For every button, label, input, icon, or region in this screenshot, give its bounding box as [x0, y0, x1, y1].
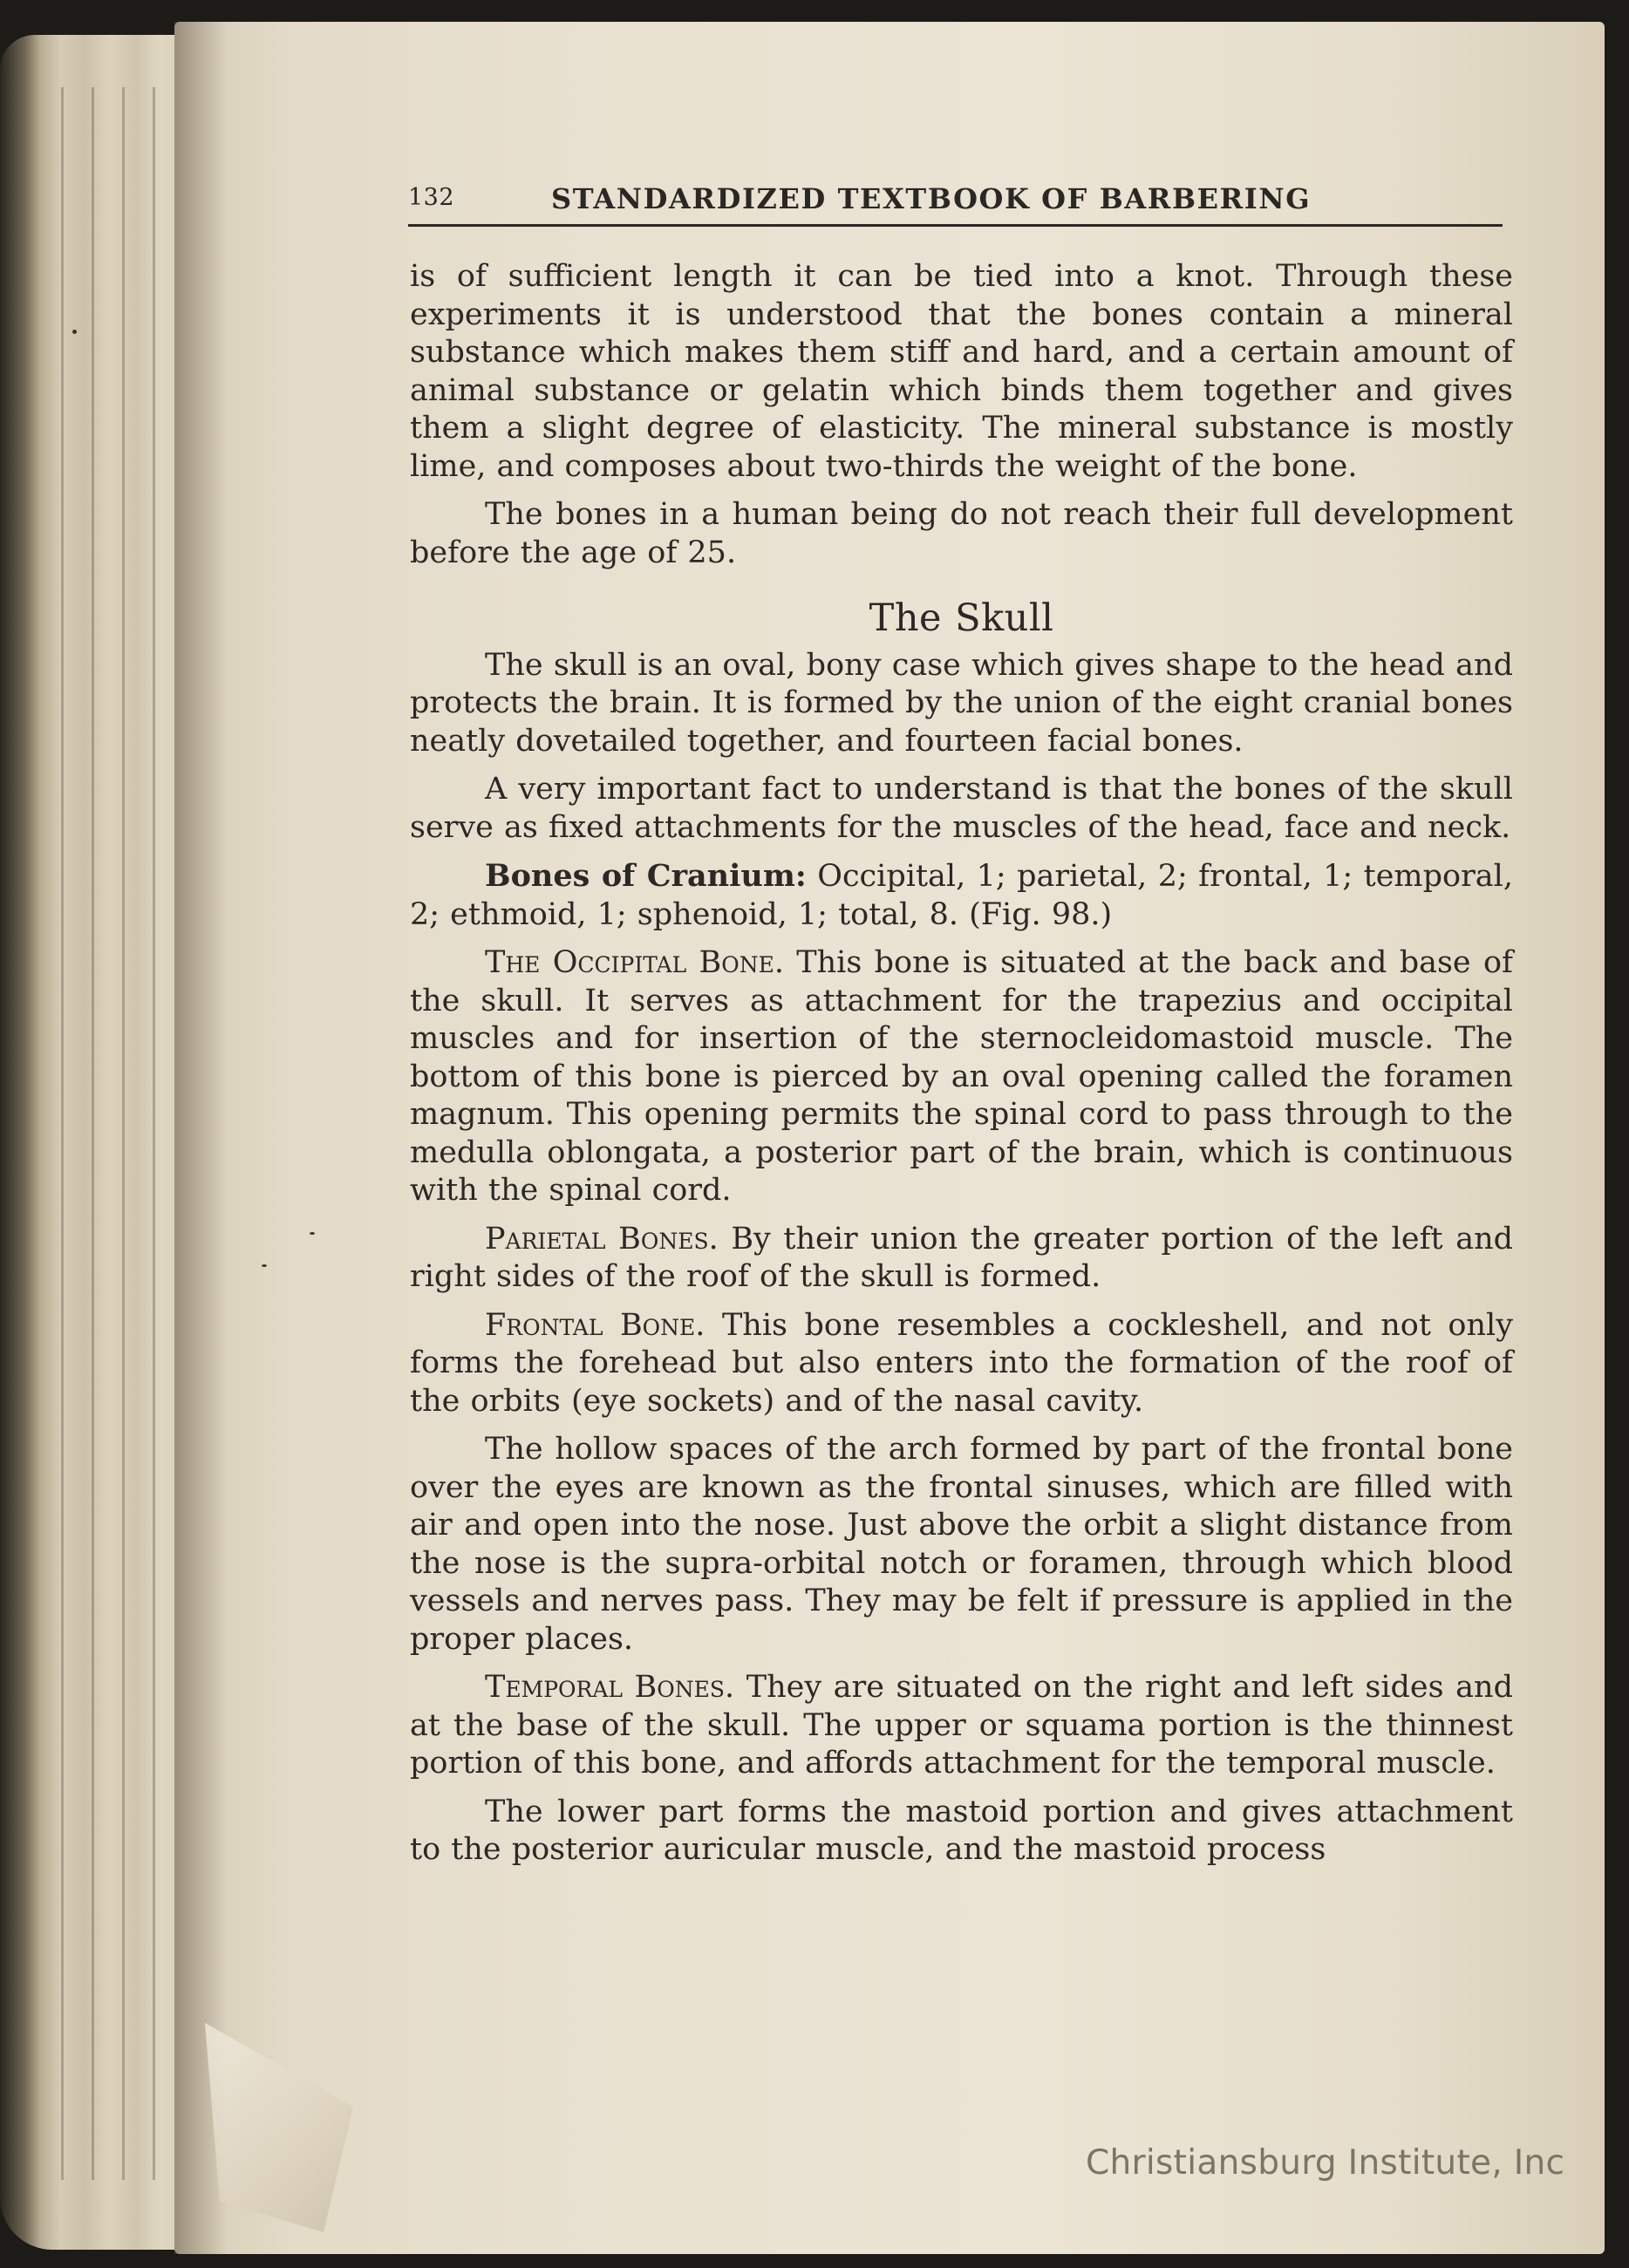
paragraph-muscle-attachments: A very important fact to understand is that the bones of the skull serve as fixed attachments for the muscles of the head, face and neck. — [410, 772, 1513, 845]
gutter-shadow — [174, 22, 227, 2254]
paper-speck — [310, 1232, 315, 1235]
page-edge-line — [61, 87, 64, 2180]
frontal-term: Frontal Bone. — [485, 1307, 705, 1343]
parietal-term: Parietal Bones. — [485, 1221, 719, 1257]
temporal-text: They are situated on the right and left sides and at the base of the skull. The upper or squama portion is the thinnest portion of this bone, and affords attachment for the temporal muscle. — [410, 1670, 1513, 1781]
temporal-term: Temporal Bones. — [485, 1670, 735, 1705]
paper-speck — [72, 330, 77, 334]
paragraph-bones-of-cranium — [410, 857, 1513, 934]
paragraph-parietal-bones — [410, 1221, 1513, 1297]
parietal-text: By their union the greater portion of the left and right sides of the roof of the skull is formed. — [410, 1221, 1514, 1294]
body-text — [410, 258, 1513, 1880]
section-heading-skull: The Skull — [869, 596, 1054, 640]
book-title: STANDARDIZED TEXTBOOK OF BARBERING — [551, 182, 1312, 215]
page-stack-edge — [0, 35, 201, 2250]
cranium-list: Occipital, 1; parietal, 2; frontal, 1; temporal, 2; ethmoid, 1; sphenoid, 1; total, 8. (Fig. 98.) — [410, 859, 1513, 932]
paragraph-development-age: The bones in a human being do not reach their full development before the age of 25. — [410, 497, 1513, 570]
page-number: 132 — [408, 184, 455, 211]
occipital-term: The Occipital Bone. — [485, 945, 784, 980]
paragraph-mastoid-portion: The lower part forms the mastoid portion and gives attachment to the posterior auricular muscle, and the mastoid process — [410, 1794, 1513, 1867]
paragraph-frontal-bone — [410, 1307, 1513, 1421]
frontal-text: This bone resembles a cockleshell, and not only forms the forehead but also enters into the formation of the roof of the orbits (eye sockets) and of the nasal cavity. — [410, 1307, 1513, 1419]
paragraph-temporal-bones — [410, 1669, 1513, 1783]
page-edge-line — [153, 87, 155, 2180]
occipital-text: This bone is situated at the back and base of the skull. It serves as attachment for the trapezius and occipital muscles and for insertion of the sternocleidomastoid muscle. The bottom of this bone is pierced by an oval opening called the foramen magnum. This opening permits the spinal cord to pass through to the medulla oblongata, a posterior part of the brain, which is continuous with the spinal cord. — [410, 945, 1513, 1208]
cranium-label: Bones of Cranium: — [485, 858, 807, 894]
paragraph-occipital-bone — [410, 944, 1513, 1210]
page-edge-line — [122, 87, 125, 2180]
paragraph-skull-description: The skull is an oval, bony case which gives shape to the head and protects the brain. It is formed by the union of the eight cranial bones neatly dovetailed together, and fourteen facial bones. — [410, 647, 1513, 759]
running-head — [408, 179, 1503, 227]
paragraph-bone-composition: is of sufficient length it can be tied into a knot. Through these experiments it is understood that the bones contain a mineral substance which makes them stiff and hard, and a certain amount of animal substance or gelatin which binds them together and gives them a slight degree of elasticity. The mineral substance is mostly lime, and composes about two-thirds the weight of the bone. — [410, 259, 1513, 484]
paragraph-frontal-sinuses: The hollow spaces of the arch formed by part of the frontal bone over the eyes are known as the frontal sinuses, which are filled with air and open into the nose. Just above the orbit a slight distance from the nose is the supra-orbital notch or foramen, through which blood vessels and nerves pass. They may be felt if pressure is applied in the proper places. — [410, 1432, 1513, 1657]
paper-speck — [262, 1264, 267, 1267]
page-edge-line — [92, 87, 94, 2180]
watermark-text: Christiansburg Institute, Inc — [1086, 2143, 1565, 2183]
